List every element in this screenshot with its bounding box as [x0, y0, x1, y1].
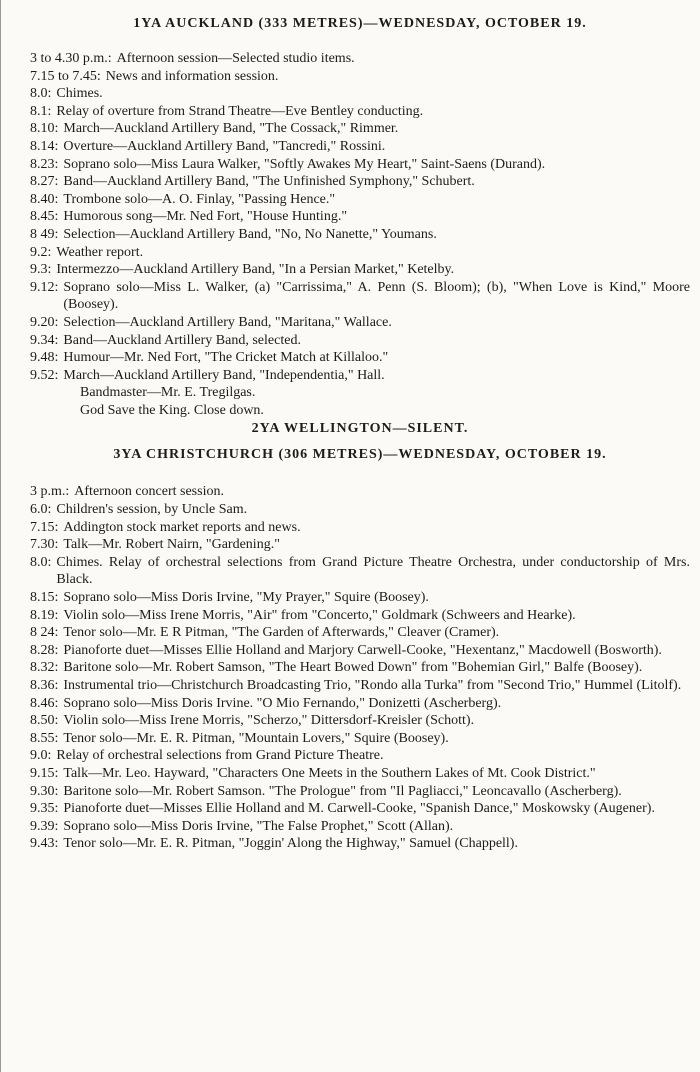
- programme-item: [30, 783, 690, 801]
- item-time: 8.19:: [30, 607, 59, 623]
- programme-item: [30, 314, 690, 332]
- item-time: 8.46:: [30, 695, 59, 711]
- item-time: 8.45:: [30, 209, 59, 225]
- item-description: Violin solo—Miss Irene Morris, "Air" from "Concerto," Goldmark (Schweers and Hearke).: [63, 607, 576, 623]
- item-description: Instrumental trio—Christchurch Broadcasting Trio, "Rondo alla Turka" from "Second Trio," Hummel (Litolf).: [63, 678, 682, 693]
- programme-item: [30, 501, 690, 519]
- item-time: 8 24:: [30, 625, 59, 641]
- item-description: Soprano solo—Miss Doris Irvine, "The False Prophet," Scott (Allan).: [63, 818, 454, 834]
- programme-item: [30, 226, 690, 244]
- programme-item: [30, 607, 690, 625]
- item-description: Selection—Auckland Artillery Band, "No, No Nanette," Youmans.: [63, 226, 437, 242]
- programme-item: [30, 244, 690, 262]
- programme-item: [30, 818, 690, 836]
- item-time: 9.43:: [30, 836, 59, 852]
- item-time: 9.48:: [30, 350, 59, 366]
- item-description: Intermezzo—Auckland Artillery Band, "In a Persian Market," Ketelby.: [56, 262, 455, 278]
- item-time: 8.0:: [30, 86, 52, 102]
- item-time: 9.52:: [30, 367, 59, 383]
- auckland-heading: 1YA AUCKLAND (333 METRES)—WEDNESDAY, OCTOBER 19.: [133, 16, 587, 31]
- item-description: Violin solo—Miss Irene Morris, "Scherzo," Dittersdorf-Kreisler (Schott).: [63, 713, 475, 729]
- programme-item: [30, 261, 690, 279]
- programme-item: [30, 589, 690, 607]
- item-description: Baritone solo—Mr. Robert Samson. "The Prologue" from "Il Pagliacci," Leoncavallo (Ascherberg).: [63, 783, 622, 799]
- item-description: Tenor solo—Mr. E. R. Pitman, "Joggin' Along the Highway," Samuel (Chappell).: [63, 836, 518, 852]
- programme-item: [30, 208, 690, 226]
- programme-item: [30, 712, 690, 730]
- programme-item: [30, 642, 690, 660]
- item-time: 9.30:: [30, 783, 59, 799]
- item-description: Baritone solo—Mr. Robert Samson, "The Heart Bowed Down" from "Bohemian Girl," Balfe (Boosey).: [63, 660, 643, 676]
- item-time: 9.20:: [30, 314, 59, 330]
- programme-item: [30, 279, 690, 314]
- item-time: 8.36:: [30, 678, 59, 693]
- auckland-programme-list: [30, 50, 690, 419]
- item-description: Band—Auckland Artillery Band, selected.: [63, 332, 301, 348]
- item-time: 6.0:: [30, 502, 52, 518]
- programme-item: [30, 120, 690, 138]
- item-description: Weather report.: [56, 244, 144, 260]
- item-description: March—Auckland Artillery Band, "The Cossack," Rimmer.: [63, 121, 399, 137]
- item-time: 8.1:: [30, 103, 52, 119]
- programme-item: [30, 624, 690, 642]
- programme-item: [30, 367, 690, 385]
- item-time: 9.34:: [30, 332, 59, 348]
- item-time: 9.0:: [30, 748, 52, 764]
- item-description: Pianoforte duet—Misses Ellie Holland and Marjory Carwell-Cooke, "Hexentanz," Macdowell (Bosworth).: [63, 642, 662, 658]
- item-time: 3 to 4.30 p.m.:: [30, 51, 112, 66]
- item-time: 8.10:: [30, 121, 59, 137]
- item-description: Band—Auckland Artillery Band, "The Unfinished Symphony," Schubert.: [63, 174, 475, 190]
- programme-item: [30, 483, 690, 501]
- programme-item: [30, 536, 690, 554]
- item-time: 8.28:: [30, 642, 59, 658]
- item-description: Selection—Auckland Artillery Band, "Maritana," Wallace.: [63, 314, 392, 330]
- item-description: Tenor solo—Mr. E R Pitman, "The Garden of Afterwards," Cleaver (Cramer).: [63, 625, 500, 641]
- item-description: Tenor solo—Mr. E. R. Pitman, "Mountain Lovers," Squire (Boosey).: [63, 730, 449, 746]
- programme-item: [30, 519, 690, 537]
- item-description: Overture—Auckland Artillery Band, "Tancredi," Rossini.: [63, 138, 386, 154]
- christchurch-heading: 3YA CHRISTCHURCH (306 METRES)—WEDNESDAY, OCTOBER 19.: [113, 447, 607, 463]
- item-time: 8.0:: [30, 554, 52, 570]
- programme-item: [30, 173, 690, 191]
- programme-item: [30, 677, 690, 695]
- page-edge-rule: [0, 0, 1, 1072]
- item-time: 3 p.m.:: [30, 484, 70, 500]
- item-time: 8.15:: [30, 590, 59, 606]
- item-time: 8.23:: [30, 156, 59, 172]
- item-description: Relay of orchestral selections from Grand Picture Theatre.: [56, 748, 384, 764]
- item-description: Afternoon session—Selected studio items.: [116, 51, 355, 66]
- item-time: 7.15:: [30, 519, 59, 535]
- programme-item: [30, 85, 690, 103]
- item-description: Talk—Mr. Leo. Hayward, "Characters One Meets in the Southern Lakes of Mt. Cook District.": [63, 765, 596, 781]
- programme-item: [30, 138, 690, 156]
- item-time: 8.14:: [30, 138, 59, 154]
- item-time: 8.50:: [30, 713, 59, 729]
- item-description: Children's session, by Uncle Sam.: [56, 502, 248, 518]
- item-time: 7.15 to 7.45:: [30, 68, 101, 84]
- programme-item: [30, 68, 690, 86]
- bandmaster-note: Bandmaster—Mr. E. Tregilgas.: [80, 385, 256, 401]
- programme-item: [30, 349, 690, 367]
- item-description: Soprano solo—Miss Doris Irvine. "O Mio Fernando," Donizetti (Ascherberg).: [63, 695, 502, 711]
- programme-item: [30, 50, 690, 68]
- item-description: Soprano solo—Miss Laura Walker, "Softly Awakes My Heart," Saint-Saens (Durand).: [63, 156, 546, 172]
- programme-item: [30, 554, 690, 589]
- item-time: 8.40:: [30, 191, 59, 207]
- item-description: Pianoforte duet—Misses Ellie Holland and M. Carwell-Cooke, "Spanish Dance," Moskowsky (Augener).: [63, 801, 655, 817]
- item-time: 8.32:: [30, 660, 59, 676]
- programme-item: [30, 659, 690, 677]
- programme-item: [30, 800, 690, 818]
- programme-item: [30, 103, 690, 121]
- christchurch-programme-list: [30, 483, 690, 852]
- item-time: 8 49:: [30, 226, 59, 242]
- programme-item: [30, 747, 690, 765]
- item-description: Trombone solo—A. O. Finlay, "Passing Hence.": [63, 191, 336, 207]
- programme-item: [30, 835, 690, 853]
- item-description: Chimes. Relay of orchestral selections from Grand Picture Theatre Orchestra, under conductorship of Mrs. Black.: [56, 554, 690, 588]
- programme-item: [30, 765, 690, 783]
- programme-item: [30, 332, 690, 350]
- item-time: 8.27:: [30, 174, 59, 190]
- programme-item: [30, 730, 690, 748]
- item-description: Addington stock market reports and news.: [63, 519, 301, 535]
- item-time: 9.12:: [30, 279, 59, 295]
- item-time: 9.15:: [30, 765, 59, 781]
- item-description: Afternoon concert session.: [74, 484, 224, 500]
- item-time: 8.55:: [30, 730, 59, 746]
- item-description: Relay of overture from Strand Theatre—Eve Bentley conducting.: [56, 103, 424, 119]
- item-description: Soprano solo—Miss L. Walker, (a) "Carrissima," A. Penn (S. Bloom); (b), "When Love is Kind," Moore (Boosey).: [63, 279, 690, 313]
- wellington-heading: 2YA WELLINGTON—SILENT.: [251, 421, 469, 437]
- item-time: 9.35:: [30, 801, 59, 817]
- item-description: Chimes.: [56, 86, 103, 102]
- item-time: 7.30:: [30, 537, 59, 553]
- item-description: March—Auckland Artillery Band, "Independentia," Hall.: [63, 367, 385, 383]
- item-description: Humorous song—Mr. Ned Fort, "House Hunting.": [63, 209, 348, 225]
- item-time: 9.3:: [30, 262, 52, 278]
- programme-item: [30, 191, 690, 209]
- item-description: Humour—Mr. Ned Fort, "The Cricket Match at Killaloo.": [63, 350, 389, 366]
- item-description: News and information session.: [105, 68, 279, 84]
- item-description: Talk—Mr. Robert Nairn, "Gardening.": [63, 537, 280, 553]
- closing-note: God Save the King. Close down.: [80, 402, 264, 418]
- item-time: 9.39:: [30, 818, 59, 834]
- item-time: 9.2:: [30, 244, 52, 260]
- item-description: Soprano solo—Miss Doris Irvine, "My Prayer," Squire (Boosey).: [63, 590, 429, 606]
- programme-item: [30, 156, 690, 174]
- programme-item: [30, 695, 690, 713]
